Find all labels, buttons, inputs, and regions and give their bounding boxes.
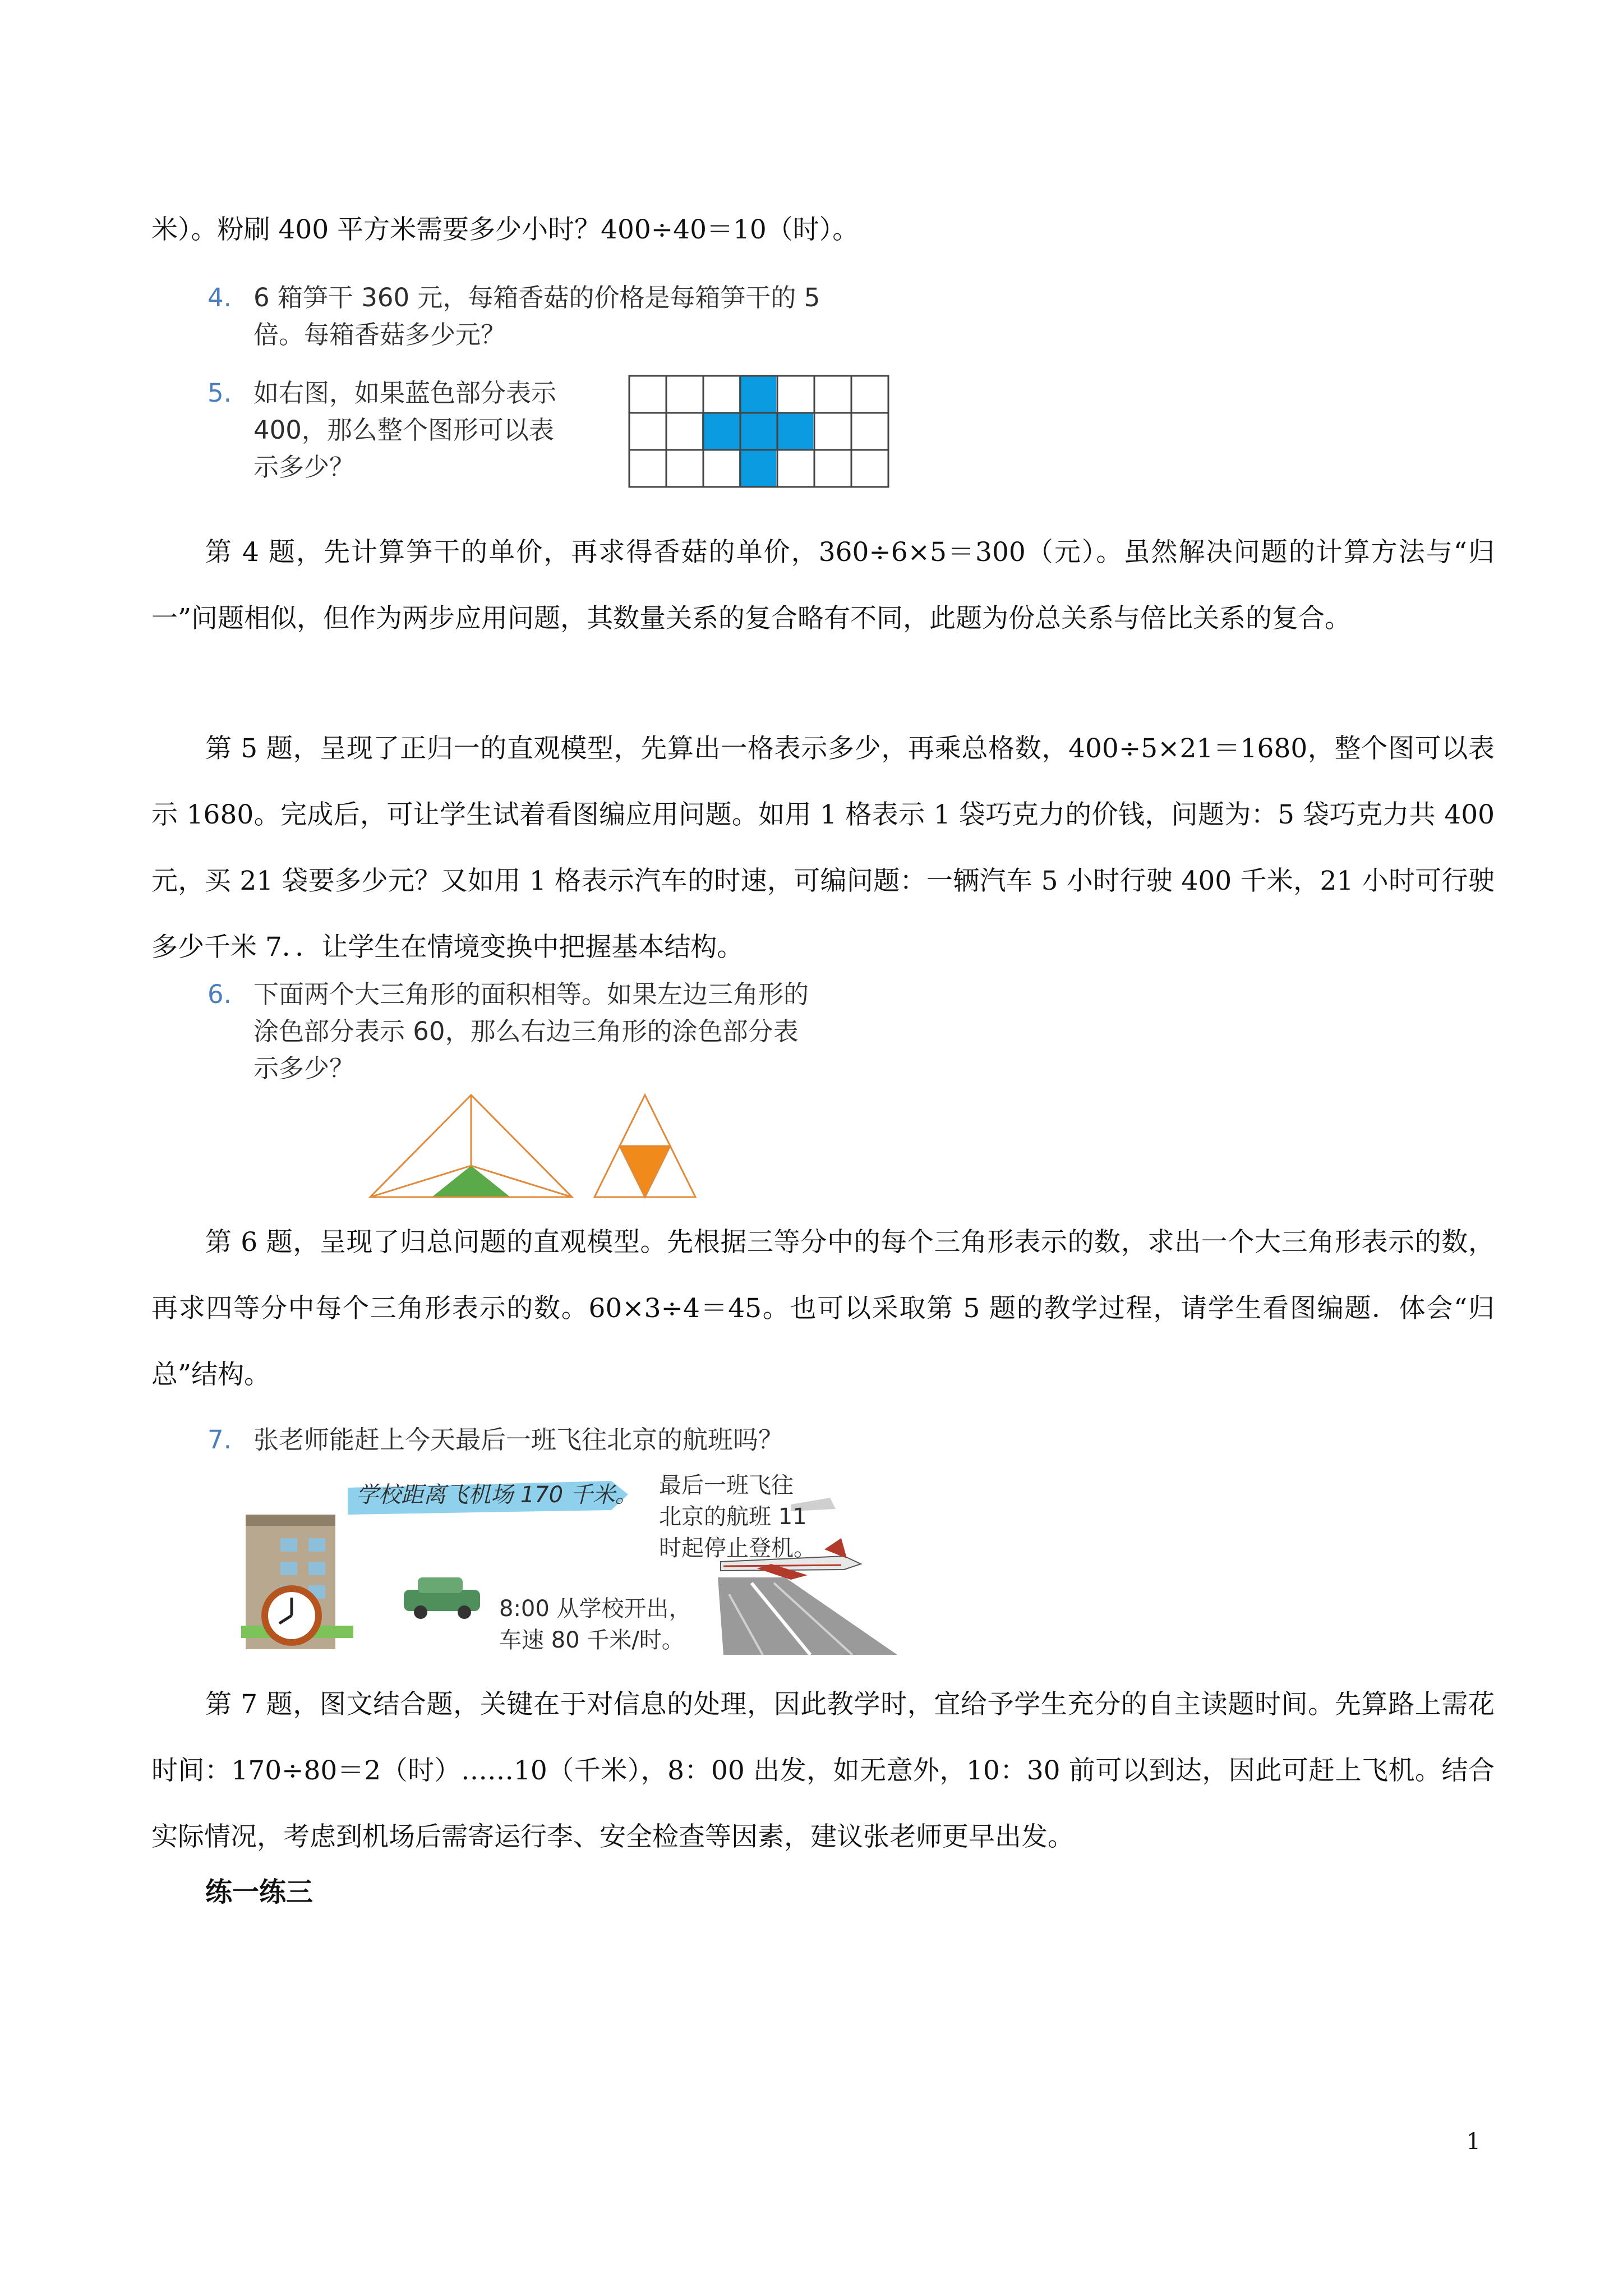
problem-5-line-1: 如右图，如果蓝色部分表示 <box>253 378 557 408</box>
problem-6-number: 6. <box>208 979 232 1009</box>
clock-icon <box>261 1585 322 1646</box>
car-note-line-1: 8:00 从学校开出， <box>499 1596 691 1622</box>
flight-note-line-2: 北京的航班 11 <box>659 1504 807 1530</box>
blue-cross <box>702 376 813 487</box>
problem-5-line-3: 示多少？ <box>253 452 355 482</box>
problem-6-line-1: 下面两个大三角形的面积相等。如果左边三角形的 <box>253 979 809 1009</box>
problem-7-number: 7. <box>208 1425 232 1455</box>
paragraph-problem-7: 第 7 题，图文结合题，关键在于对信息的处理，因此教学时，宜给予学生充分的自主读题时间。先算路上需花时间：170÷80＝2（时）……10（千米），8：00 出发，如无意外，10：30 前可以到达，因此可赶上飞机。结合实际情况，考虑到机场后需寄运行李、安全检查等因素，建议张老师更早出发。 <box>151 1689 1495 1852</box>
problem-4 <box>208 279 820 353</box>
problem-4-line-2: 倍。每箱香菇多少元？ <box>253 320 506 349</box>
left-shaded-part <box>432 1166 510 1197</box>
car-note <box>499 1593 691 1656</box>
triangles-figure <box>359 1091 763 1203</box>
paragraph-problem-5: 第 5 题，呈现了正归一的直观模型，先算出一格表示多少，再乘总格数，400÷5×21＝1680，整个图可以表示 1680。完成后，可让学生试着看图编应用问题。如用 1 格表示 1 袋巧克力的价钱，问题为：5 袋巧克力共 400 元，买 21 袋要多少元？又如用 1 格表示汽车的时速，可编问题：一辆汽车 5 小时行驶 400 千米，21 小时可行驶多少千米 7．．让学生在情境变换中把握基本结构。 <box>151 733 1495 963</box>
right-shaded-part <box>620 1146 670 1197</box>
problem-4-line-1: 6 箱笋干 360 元，每箱香菇的价格是每箱笋干的 5 <box>253 283 820 312</box>
flight-note-line-3: 时起停止登机。 <box>659 1535 816 1561</box>
section-heading: 练一练三 <box>205 1876 313 1908</box>
car-note-line-2: 车速 80 千米/时。 <box>499 1627 684 1653</box>
right-triangle <box>594 1095 695 1197</box>
paragraph-problem-6: 第 6 题，呈现了归总问题的直观模型。先根据三等分中的每个三角形表示的数，求出一个大三角形表示的数，再求四等分中每个三角形表示的数。60×3÷4＝45。也可以采取第 5 题的教学过程，请学生看图编题．体会“归总”结构。 <box>151 1227 1495 1390</box>
problem-7-question: 张老师能赶上今天最后一班飞往北京的航班吗？ <box>253 1425 784 1455</box>
car-icon <box>404 1577 480 1619</box>
flight-note <box>659 1470 816 1564</box>
problem-4-number: 4. <box>208 283 232 312</box>
problem-5-number: 5. <box>208 378 232 408</box>
top-line: 米）。粉刷 400 平方米需要多少小时？400÷40＝10（时）。 <box>151 214 859 245</box>
distance-text: 学校距离飞机场 170 千米。 <box>356 1482 638 1508</box>
problem-5-line-2: 400，那么整个图形可以表 <box>253 415 554 445</box>
problem-5 <box>208 375 556 486</box>
problem-6-line-3: 示多少？ <box>253 1053 355 1083</box>
problem-6-line-2: 涂色部分表示 60，那么右边三角形的涂色部分表 <box>253 1016 799 1046</box>
runway <box>718 1577 897 1655</box>
flight-note-line-1: 最后一班飞往 <box>659 1473 794 1498</box>
page-number: 1 <box>1466 2129 1481 2155</box>
cross-grid-figure <box>628 375 892 488</box>
problem-7 <box>208 1421 783 1458</box>
paragraph-problem-4: 第 4 题，先计算笋干的单价，再求得香菇的单价，360÷6×5＝300（元）。虽然解决问题的计算方法与“归一”问题相似，但作为两步应用问题，其数量关系的复合略有不同，此题为份总关系与倍比关系的复合。 <box>151 537 1495 634</box>
left-triangle <box>370 1095 572 1197</box>
problem-6 <box>208 976 809 1087</box>
